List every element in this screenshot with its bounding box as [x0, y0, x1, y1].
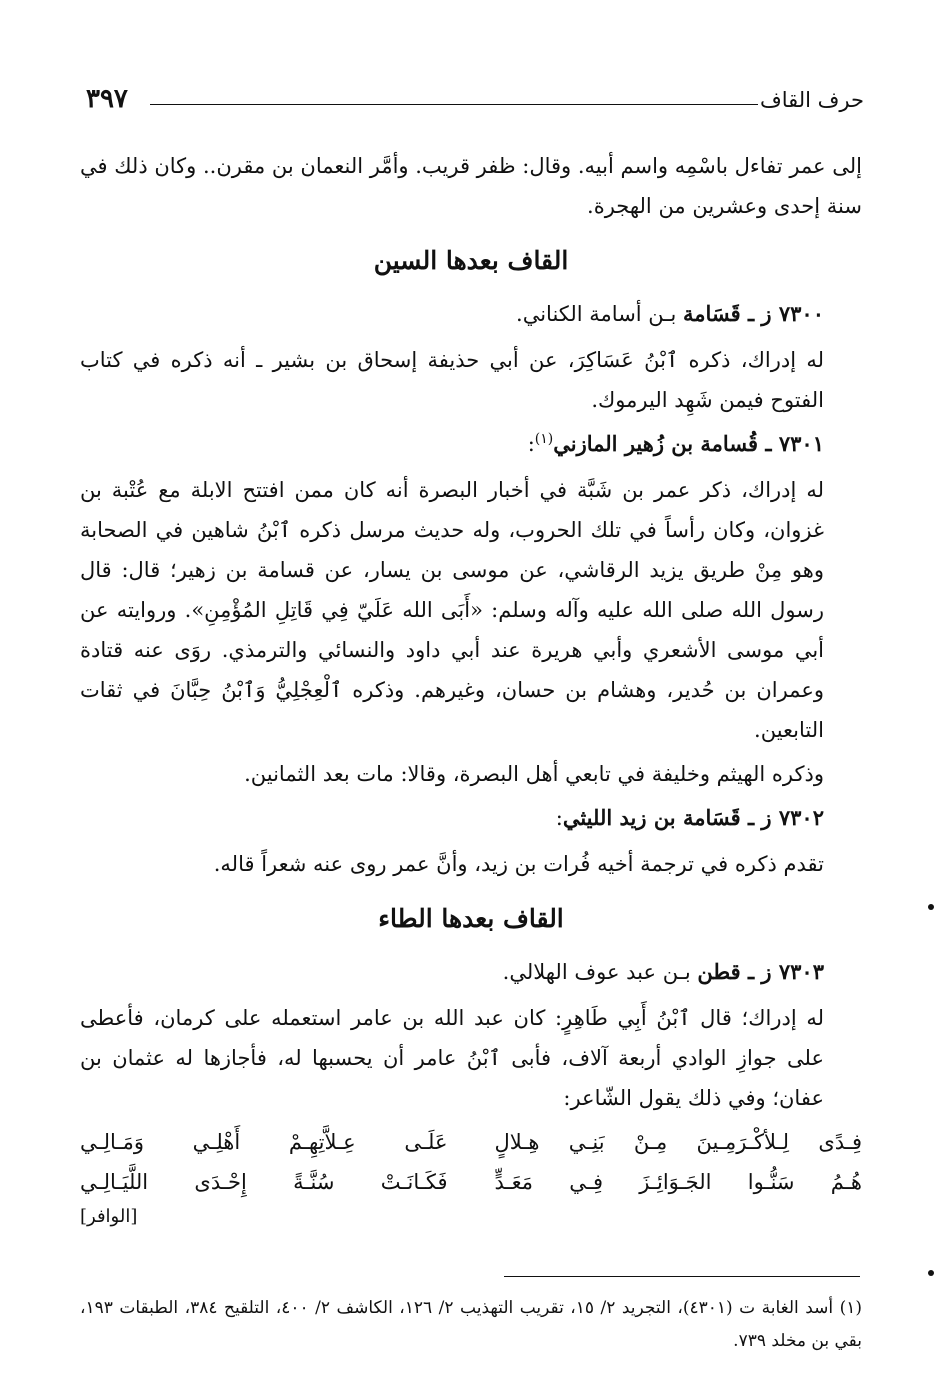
entry-paragraph: وذكره الهيثم وخليفة في تابعي أهل البصرة، وقالا: مات بعد الثمانين.: [244, 762, 824, 786]
entry-heading-rest: :: [555, 806, 563, 830]
scan-speck: [928, 1270, 934, 1276]
section-heading: القاف بعدها السين: [373, 246, 569, 275]
verse-second-hemistich: عَلَـى عِـلاَّتِهِـمْ أَهْلِـي وَمَـالِـي: [80, 1130, 448, 1154]
poem-meter: [الوافر]: [80, 1206, 138, 1227]
entry-heading-rest: بـن أسامة الكناني.: [516, 302, 683, 326]
entry-heading: [80, 952, 862, 992]
page-header: [86, 84, 864, 118]
page-number: ٣٩٧: [86, 84, 128, 114]
verse-first-hemistich: هُـمُ سَنُّـوا الجَـوَائِـزَ فِـي مَعَـدٍّ: [494, 1170, 862, 1194]
entry-heading: [80, 294, 862, 334]
entry-heading-rest: بـن عبد عوف الهلالي.: [502, 960, 698, 984]
poem-verse: [80, 1122, 862, 1162]
page-body: [80, 146, 862, 1232]
footnote-item: (١) أسد الغابة ت (٤٣٠١)، التجريد ٢/ ١٥، تقريب التهذيب ٢/ ١٢٦، الكاشف ٢/ ٤٠٠، التلقيح ٣٨٤، الطبقات ١٩٣، بقي بن مخلد ٧٣٩.: [80, 1298, 862, 1351]
scan-speck: [928, 904, 934, 910]
header-rule: [150, 104, 758, 105]
running-title: حرف القاف: [759, 88, 864, 112]
footnote-rule: [504, 1276, 860, 1277]
section-heading: القاف بعدها الطاء: [378, 904, 564, 933]
intro-paragraph: إلى عمر تفاءل باسْمِه واسم أبيه. وقال: ظفر قريب. وأمَّر النعمان بن مقرن.. وكان ذلك في سنة إحدى وعشرين من الهجرة.: [80, 154, 862, 218]
entry-paragraph: له إدراك، ذكر عمر بن شَبَّة في أخبار البصرة أنه كان ممن افتتح الابلة مع عُتْبة بن غزوان، وكان رأساً في تلك الحروب، وله حديث مرسل ذكره ٱبْنُ شاهين في الصحابة وهو مِنْ طريق يزيد الرقاشي، عن موسى بن يسار، عن قسامة بن زهير؛ قال: قال رسول الله صلى الله عليه وآله وسلم: «أَبَى الله عَلَيّ فِي قَاتِلِ المُؤْمِنِ». وروايته عن أبي موسى الأشعري وأبي هريرة عند أبي داود والنسائي والترمذي. روَى عنه قتادة وعمران بن حُدير، وهشام بن حسان، وغيرهم. وذكره ٱلْعِجْلِيُّ وَٱبْنُ حِبَّانَ في ثقات التابعين.: [80, 478, 824, 742]
entry-paragraph: له إدراك، ذكره ٱبْنُ عَسَاكِرَ، عن أبي حذيفة إسحاق بن بشير ـ أنه ذكره في كتاب الفتوح فيمن شَهِد اليرموك.: [80, 348, 824, 412]
entry-number-name: ٧٣٠٣ ز ـ قطن: [697, 959, 824, 984]
entry-number-name: ٧٣٠١ ـ قُسامة بن زُهير المازني: [553, 431, 824, 456]
footnote-reference[interactable]: (١): [534, 431, 554, 447]
entry-heading-rest: :: [527, 432, 535, 456]
entry-number-name: ٧٣٠٢ ز ـ قَسَامة بن زيد الليثي: [562, 805, 824, 830]
entry-paragraph: تقدم ذكره في ترجمة أخيه فُرات بن زيد، وأنَّ عمر روى عنه شعراً قاله.: [213, 852, 824, 876]
footnotes: [80, 1292, 862, 1358]
entry-paragraph: له إدراك؛ قال ٱبْنُ أَبِي طَاهِرٍ: كان عبد الله بن عامر استعمله على كرمان، فأعطى على جوازِ الوادي أربعة آلاف، فأبى ٱبْنُ عامر أن يحسبها له، فأجازها له عثمان بن عفان؛ وفي ذلك يقول الشّاعر:: [80, 1006, 824, 1110]
entry-number-name: ٧٣٠٠ ز ـ قَسَامة: [682, 301, 824, 326]
poem-verse: [80, 1162, 862, 1202]
entry-heading: [80, 424, 862, 464]
entry-heading: [80, 798, 862, 838]
poem: [80, 1122, 862, 1232]
verse-second-hemistich: فَكَـانَـتْ سُنَّـةً إِحْـدَى اللَّيَـالِـي: [80, 1170, 448, 1194]
verse-first-hemistich: فِـدًى لِـلأكْـرَمِـينَ مِـنْ بَنِـي هِـلالٍ: [494, 1130, 862, 1154]
